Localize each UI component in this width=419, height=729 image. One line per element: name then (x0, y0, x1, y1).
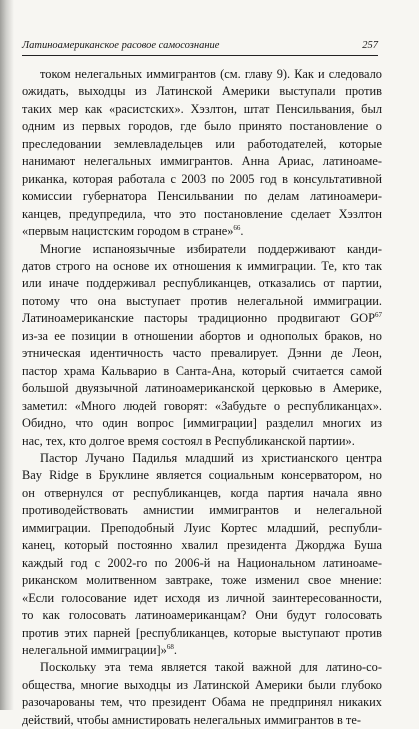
text-line (22, 485, 382, 502)
text-line (22, 223, 382, 240)
text-line (22, 467, 382, 484)
text-line (22, 275, 382, 292)
paragraph (22, 241, 382, 450)
line-text: действий, чтобы амнистировать нелегальных иммигрантов в те- (22, 712, 361, 727)
line-text: датов строго на основе их отношения к иммиграции. Те, кто так (22, 258, 382, 273)
line-text: Bay Ridge в Бруклине является социальным консерватором, но (22, 468, 382, 483)
line-text: этническая идентичность часто превалирует. Дэнни де Леон, (22, 346, 382, 361)
line-text: нас, тех, кто долгое время состоял в Республиканской партии». (22, 433, 355, 448)
text-line (22, 188, 382, 205)
binding-shadow (0, 0, 14, 710)
text-line (22, 363, 382, 380)
text-line (22, 555, 382, 572)
line-text: из-за ее позиции в отношении абортов и однополых браков, но (22, 328, 382, 343)
text-line (22, 83, 382, 100)
line-text: Поскольку эта тема является такой важной для латино-со- (40, 660, 382, 675)
text-line (22, 537, 382, 554)
header-rule (22, 55, 378, 56)
line-text: нелегальной иммиграции]» (22, 642, 167, 657)
page-header (22, 38, 378, 56)
line-text: нанимают нелегальных иммигрантов. Анна Ариас, латиноаме- (22, 154, 382, 169)
line-text: Пастор Лучано Падилья младший из христианского центра (40, 450, 382, 465)
line-text: Обидно, что один вопрос [иммиграции] разделил многих из (22, 416, 382, 431)
text-line (22, 415, 382, 432)
line-text: заметил: «Много людей говорят: «Забудьте о республиканцах». (22, 398, 382, 413)
paragraph (22, 659, 382, 729)
text-line (22, 293, 382, 310)
line-punctuation: . (240, 224, 244, 239)
text-line (22, 66, 382, 83)
line-text: «первым нацистским городом в стране» (22, 224, 234, 239)
text-line (22, 241, 382, 258)
line-text: канец, который постоянно хвалил президента Джорджа Буша (22, 538, 382, 553)
text-line (22, 345, 382, 362)
text-line (22, 694, 382, 711)
page-number: 257 (362, 40, 378, 51)
line-text: Латиноамериканские пасторы традиционно продвигают GOP (22, 311, 375, 326)
line-text: общества, многие выходцы из Латинской Америки были глубоко (22, 677, 382, 692)
text-line (22, 712, 382, 729)
line-text: преследовании землевладельцев или работодателей, которые (22, 136, 382, 151)
text-line (22, 310, 382, 327)
line-text: разочарованы тем, что президент Обама не предпринял никаких (22, 695, 382, 710)
text-line (22, 398, 382, 415)
text-line (22, 328, 382, 345)
line-text: пастор храма Кальварио в Санта-Ана, который считается самой (22, 363, 382, 378)
line-text: каждый год с 2002-го по 2006-й на Национальном латиноаме- (22, 555, 382, 570)
paragraph (22, 450, 382, 659)
text-line (22, 206, 382, 223)
line-text: он отвернулся от республиканцев, когда партия начала явно (22, 485, 382, 500)
line-text: риканском молитвенном завтраке, тоже изменил свое мнение: (22, 573, 382, 588)
line-text: током нелегальных иммигрантов (см. главу 9). Как и следовало (40, 67, 382, 81)
footnote-ref: 67 (375, 311, 382, 320)
line-text: «Если голосование идет исходя из личной заинтересованности, (22, 590, 382, 605)
body-text (22, 66, 382, 729)
line-text: риканка, которая работала с 2003 по 2005 год в консультативной (22, 171, 382, 186)
text-line (22, 625, 382, 642)
text-line (22, 118, 382, 135)
text-line (22, 136, 382, 153)
text-line (22, 153, 382, 170)
text-line (22, 520, 382, 537)
text-line (22, 433, 382, 450)
line-text: таких мер как «расистских». Хэзлтон, штат Пенсильвания, был (22, 101, 382, 116)
text-line (22, 590, 382, 607)
text-line (22, 659, 382, 676)
line-text: канцев, предупредила, что это постановление сделает Хэзлтон (22, 206, 382, 221)
line-text: против этих парней [республиканцев, которые выступают против (22, 625, 382, 640)
text-line (22, 380, 382, 397)
line-text: то как голосовать латиноамериканцам? Они будут голосовать (22, 608, 382, 623)
running-title: Латиноамериканское расовое самосознание (22, 40, 220, 51)
text-line (22, 450, 382, 467)
line-text: ожидать, выходцы из Латинской Америки выступали против (22, 84, 382, 99)
line-text: потому что она выступает против нелегальной иммиграции. (22, 293, 382, 308)
text-line (22, 607, 382, 624)
paragraph (22, 66, 382, 241)
line-text: противодействовать амнистии иммигрантов и нелегальной (22, 503, 382, 518)
line-text: или иначе поддерживал республиканцев, отказались от партии, (22, 276, 382, 291)
line-text: одним из первых городов, где было принято постановление о (22, 119, 382, 134)
line-text: иммиграции. Преподобный Луис Кортес младший, республи- (22, 520, 382, 535)
line-text: Многие испаноязычные избиратели поддерживают канди- (40, 241, 382, 256)
footnote-ref: 66 (233, 223, 241, 232)
text-line (22, 677, 382, 694)
line-text: комиссии губернатора Пенсильвании по делам латиноамери- (22, 189, 382, 204)
text-line (22, 572, 382, 589)
text-line (22, 171, 382, 188)
line-text: большой двуязычной латиноамериканской церковью в Америке, (22, 381, 382, 396)
text-line (22, 502, 382, 519)
text-line (22, 101, 382, 118)
footnote-ref: 68 (166, 642, 174, 651)
text-line (22, 258, 382, 275)
text-line (22, 642, 382, 659)
line-punctuation: . (173, 642, 177, 657)
